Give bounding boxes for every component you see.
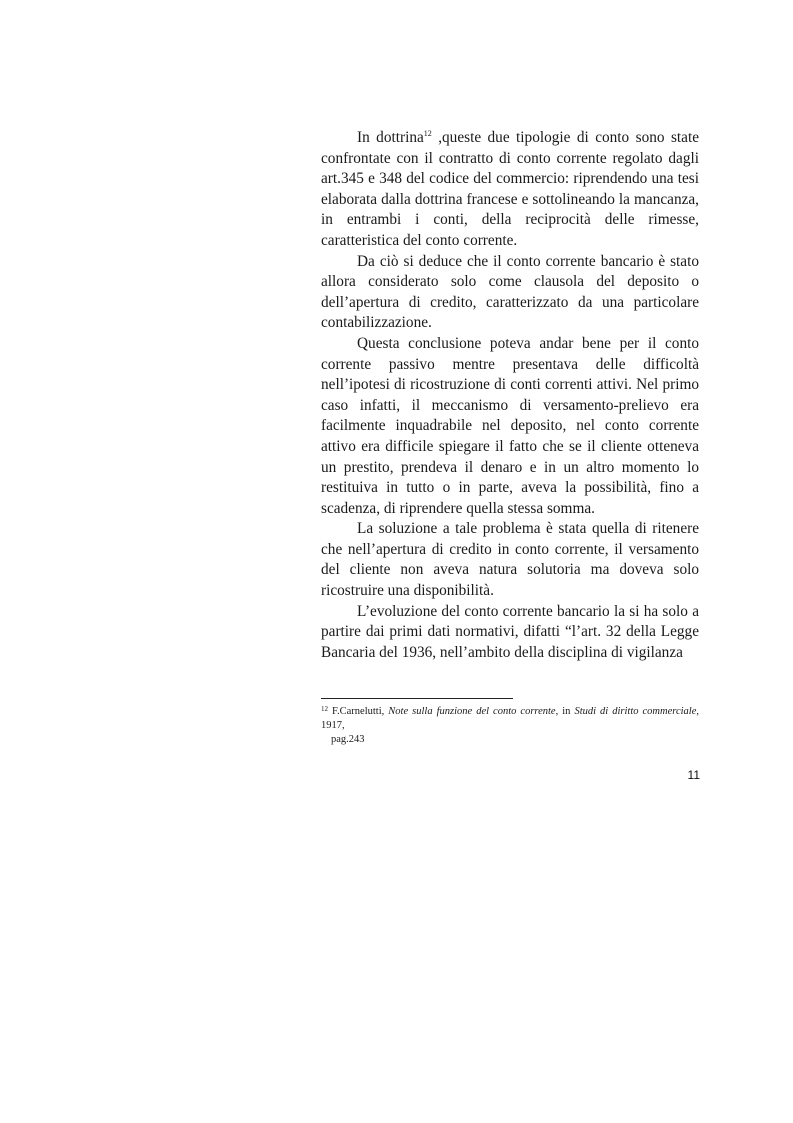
main-text <box>321 128 699 663</box>
paragraph-3: Questa conclusione poteva andar bene per il conto corrente passivo mentre presentava delle difficoltà nell’ipotesi di ricostruzione di conti correnti attivi. Nel primo caso infatti, il meccanismo di versamento-prelievo era facilmente inquadrabile nel deposito, nel conto corrente attivo era difficile spiegare il fatto che se il cliente otteneva un prestito, prendeva il denaro e in un altro momento lo restituiva in tutto o in parte, aveva la possibilità, fino a scadenza, di riprendere quella stessa somma. <box>321 334 699 517</box>
paragraph-1-start: In dottrina <box>357 129 424 146</box>
footnote-author: F.Carnelutti, <box>328 706 389 717</box>
paragraph-1 <box>321 128 699 252</box>
footnote <box>321 705 699 747</box>
paragraph-5: L’evoluzione del conto corrente bancario la si ha solo a partire dai primi dati normativi, difatti “l’art. 32 della Legge Bancaria del 1936, nell’ambito della disciplina di vigilanza <box>321 602 699 661</box>
footnote-tail: , 1917, <box>321 706 699 731</box>
page-number: 11 <box>687 768 700 782</box>
footnote-reference: 12 <box>423 129 432 138</box>
paragraph-1-rest: ,queste due tipologie di conto sono state confrontate con il contratto di conto corrente regolato dagli art.345 e 348 del codice del commercio: riprendendo una tesi elaborata dalla dottrina francese e sottolineando la mancanza, in entrambi i conti, della reciprocità delle rimesse, caratteristica del conto corrente. <box>321 129 699 249</box>
footnote-pages: pag.243 <box>331 734 365 745</box>
paragraph-2: Da ciò si deduce che il conto corrente bancario è stato allora considerato solo come clausola del deposito o dell’apertura di credito, caratterizzato da una particolare contabilizzazione. <box>321 252 699 332</box>
footnote-source: Studi di diritto commerciale <box>574 706 697 717</box>
footnote-in: , in <box>555 706 575 717</box>
footnote-title: Note sulla funzione del conto corrente <box>388 706 556 717</box>
footnote-divider <box>321 698 513 699</box>
paragraph-4: La soluzione a tale problema è stata quella di ritenere che nell’apertura di credito in conto corrente, il versamento del cliente non aveva natura solutoria ma doveva solo ricostruire una disponibilità. <box>321 520 699 600</box>
footnote-number: 12 <box>321 705 328 713</box>
